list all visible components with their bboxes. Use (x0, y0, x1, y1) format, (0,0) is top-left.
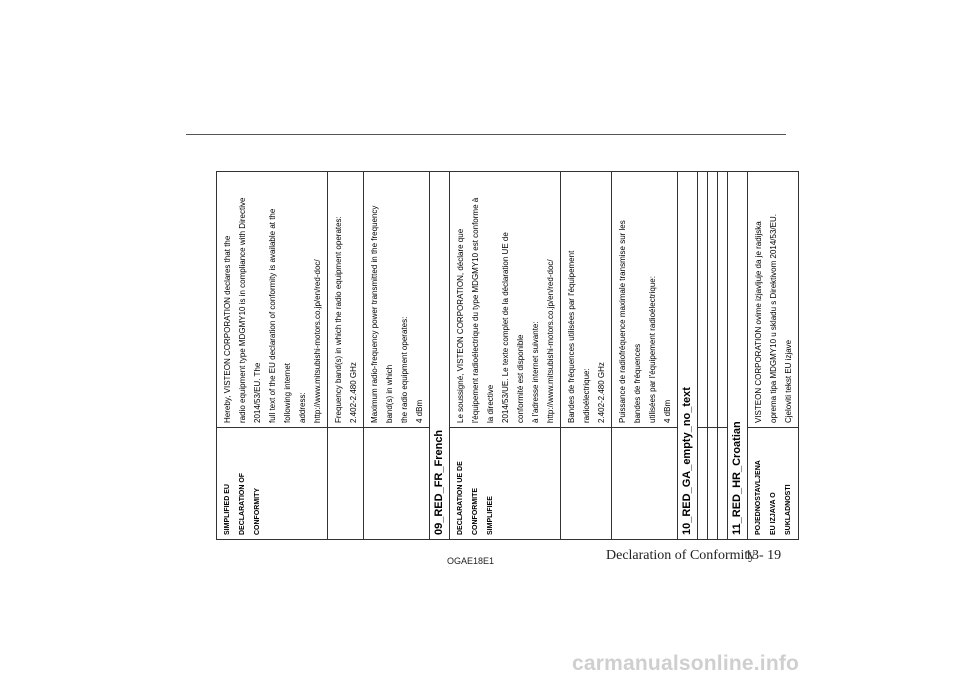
table-row (364, 172, 430, 540)
fr-text-line: 2014/53/UE. Le texte complet de la déclaration UE de (501, 232, 510, 423)
empty-cell (718, 428, 728, 540)
table-row (430, 172, 450, 540)
hr-text-cell (748, 172, 799, 428)
empty-cell (364, 428, 430, 540)
empty-cell (698, 172, 708, 428)
table-row (678, 172, 698, 540)
en-power-line: band(s) in which (385, 364, 394, 423)
irish-heading: 10_RED_GA_empty_no_text (678, 172, 698, 540)
fr-label-line: DECLARATION UE DE (457, 461, 464, 535)
en-text-line: address: (298, 392, 307, 423)
hr-text-line: VISTEON CORPORATION ovime izjavljuje da je radijska (754, 221, 763, 423)
fr-text-line: Le soussigné, VISTEON CORPORATION, déclare que (456, 228, 465, 423)
en-label-cell (217, 428, 328, 540)
hr-text-line: Cjeloviti tekst EU izjave (784, 339, 793, 423)
en-text-line: following internet (283, 362, 292, 423)
table-row (561, 172, 612, 540)
en-power-line: 4 dBm (415, 399, 424, 423)
empty-cell (708, 172, 718, 428)
fr-label-line: CONFORMITE (472, 487, 479, 535)
en-power-cell (364, 172, 430, 428)
fr-text-cell (450, 172, 561, 428)
hr-label-line: EU IZJAVA O (770, 492, 777, 535)
fr-power-line: 4 dBm (663, 399, 672, 423)
en-frequency-line: 2.402-2.480 GHz (349, 362, 358, 423)
declaration-table-rotated (216, 172, 799, 540)
top-rule (186, 134, 786, 135)
fr-text-line: à l'adresse internet suivante: (531, 321, 540, 423)
empty-cell (718, 172, 728, 428)
fr-frequency-line: Bandes de fréquences utilisées par l'équipement (567, 250, 576, 423)
fr-frequency-line: 2.402-2.480 GHz (597, 362, 606, 423)
page-number: 13- 19 (745, 548, 782, 563)
table-row (748, 172, 799, 540)
table-row (698, 172, 708, 540)
fr-frequency-cell (561, 172, 612, 428)
en-text-line: http://www.mitsubishi-motors.co.jp/en/red-doc/ (313, 259, 322, 423)
en-power-line: the radio equipment operates: (400, 316, 409, 423)
fr-power-cell (612, 172, 678, 428)
empty-cell (612, 428, 678, 540)
fr-power-line: Puissance de radiofréquence maximale transmise sur les (618, 220, 627, 423)
hr-label-line: POJEDNOSTAVLJENA (755, 460, 762, 535)
en-text-cell (217, 172, 328, 428)
watermark: carmanualsonline.info (572, 652, 800, 675)
table-row (450, 172, 561, 540)
fr-power-line: bandes de fréquences (633, 343, 642, 423)
en-power-line: Maximum radio-frequency power transmitted in the frequency (370, 205, 379, 423)
fr-label-cell (450, 428, 561, 540)
en-frequency-line: Frequency band(s) in which the radio equipment operates: (334, 216, 343, 423)
en-label-line: CONFORMITY (254, 487, 261, 535)
fr-label-line: SIMPLIFIEE (487, 496, 494, 535)
en-text-line: full text of the EU declaration of conformity is available at the (268, 208, 277, 423)
declaration-table (216, 171, 799, 540)
hr-text-line: oprema tipa MDGMY10 u skladu s Direktivom 2014/53/EU. (769, 214, 778, 423)
table-row (708, 172, 718, 540)
empty-cell (708, 428, 718, 540)
empty-cell (328, 428, 364, 540)
croatian-heading: 11_RED_HR_Croatian (728, 172, 748, 540)
empty-cell (561, 428, 612, 540)
fr-text-line: la directive (486, 384, 495, 423)
fr-text-line: conformité est disponible (516, 334, 525, 423)
en-text-line: Hereby, VISTEON CORPORATION declares that the (223, 235, 232, 423)
french-heading: 09_RED_FR_French (430, 172, 450, 540)
fr-text-line: http://www.mitsubishi-motors.co.jp/en/red-doc/ (546, 259, 555, 423)
table-row (217, 172, 328, 540)
en-label-line: DECLARATION OF (239, 472, 246, 535)
en-text-line: 2014/53/EU. The (253, 362, 262, 423)
fr-text-line: l'équipement radioélectrique du type MDGMY10 est conforme à (471, 197, 480, 423)
table-row (728, 172, 748, 540)
fr-frequency-line: radioélectrique: (582, 368, 591, 423)
footer-section-title: Declaration of Conformity (606, 548, 756, 563)
table-row (328, 172, 364, 540)
en-label-line: SIMPLIFIED EU (224, 484, 231, 535)
empty-cell (698, 428, 708, 540)
table-row (612, 172, 678, 540)
hr-label-line: SUKLADNOSTI (785, 484, 792, 535)
hr-label-cell (748, 428, 799, 540)
document-code: OGAE18E1 (447, 556, 495, 566)
en-text-line: radio equipment type MDGMY10 is in compliance with Directive (238, 197, 247, 423)
table-row (718, 172, 728, 540)
en-frequency-cell (328, 172, 364, 428)
fr-power-line: utilisées par l'équipement radioélectrique: (648, 276, 657, 423)
